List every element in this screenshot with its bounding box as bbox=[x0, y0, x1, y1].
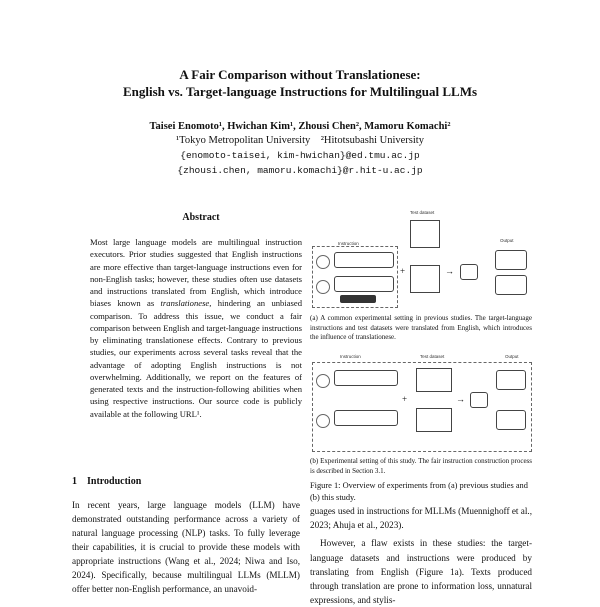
abstract-heading: Abstract bbox=[182, 212, 220, 223]
fig-b-dataset-box-2 bbox=[416, 408, 452, 432]
fig-b-test-dataset-label: Test dataset bbox=[420, 354, 445, 359]
fig-b-dataset-box-1 bbox=[416, 368, 452, 392]
abstract-body bbox=[90, 236, 302, 420]
authors: Taisei Enomoto¹, Hwichan Kim¹, Zhousi Chen², Mamoru Komachi² bbox=[149, 121, 451, 132]
fig-a-model-icon bbox=[460, 264, 478, 280]
fig-a-arrow-icon: → bbox=[445, 266, 454, 276]
abstract-italic: translationese bbox=[160, 298, 210, 309]
abstract-text-2: , hindering an unbiased comparison. To address this issue, we conduct a fair comparison between English and target-language instructions by eliminating translationese effects. Contrary to previous studies, our experiments across several tasks reveal that the advantage of adopting English instructions is not overwhelming. Additionally, we report on the features of generated texts and the instruction-following abilities when using respective instructions. Our source code is publicly available at the following URL¹. bbox=[90, 298, 302, 419]
fig-a-person-icon-2 bbox=[316, 280, 330, 294]
fig-a-instr-box-2 bbox=[334, 276, 394, 292]
figure-a bbox=[310, 210, 532, 310]
title-line-2: English vs. Target-language Instructions for Multilingual LLMs bbox=[122, 84, 478, 99]
fig-a-dataset-box-top bbox=[410, 220, 440, 248]
fig-a-plus-icon: + bbox=[400, 266, 406, 276]
intro-paragraph: In recent years, large language models (LLM) have demonstrated outstanding performance across a variety of natural language processing (NLP) tasks. To fully leverage their capabilities, it is crucial to provide these models with appropriate instructions (Wang et al., 2024; Niwa and Iso, 2024). Specifically, because multilingual LLMs (MLLM) offer better non-English performance, an unavoid- bbox=[72, 500, 300, 594]
affiliations: ¹Tokyo Metropolitan University ²Hitotsubashi University bbox=[176, 135, 424, 146]
fig-a-output-label: Output bbox=[500, 238, 514, 243]
fig-a-person-icon bbox=[316, 255, 330, 269]
figure-main-caption: Figure 1: Overview of experiments from (a) previous studies and (b) this study. bbox=[310, 481, 528, 502]
figure-b-caption: (b) Experimental setting of this study. The fair instruction construction process is described in Section 3.1. bbox=[310, 457, 532, 475]
fig-b-instr-box-1 bbox=[334, 370, 398, 386]
right-column-text bbox=[310, 504, 532, 607]
paper-title bbox=[0, 66, 600, 100]
fig-b-person-icon bbox=[316, 374, 330, 388]
fig-b-arrow-icon: → bbox=[456, 394, 465, 404]
fig-a-instruction-label: Instruction bbox=[338, 241, 359, 246]
fig-b-instr-box-2 bbox=[334, 410, 398, 426]
right-para-1: guages used in instructions for MLLMs (Muennighoff et al., 2023; Ahuja et al., 2023). bbox=[310, 506, 532, 531]
fig-b-output-box-2 bbox=[496, 410, 526, 430]
fig-b-instruction-label: Instruction bbox=[340, 354, 361, 359]
figure-b bbox=[310, 354, 532, 454]
fig-a-output-box-2 bbox=[495, 275, 527, 295]
fig-a-dataset-box-mid bbox=[410, 265, 440, 293]
title-line-1: A Fair Comparison without Translationese: bbox=[179, 67, 421, 82]
fig-b-output-box-1 bbox=[496, 370, 526, 390]
fig-b-plus-icon: + bbox=[402, 394, 408, 404]
fig-b-model-icon bbox=[470, 392, 488, 408]
fig-a-instr-box-1 bbox=[334, 252, 394, 268]
section-heading: 1 Introduction bbox=[72, 476, 142, 487]
fig-b-output-label: Output bbox=[505, 354, 519, 359]
fig-a-output-box-1 bbox=[495, 250, 527, 270]
fig-a-test-dataset-label: Test dataset bbox=[410, 210, 435, 215]
email-line-2: {zhousi.chen, mamoru.komachi}@r.hit-u.ac.jp bbox=[177, 165, 423, 176]
fig-a-translate-tag bbox=[340, 295, 376, 303]
abstract-text-1: Most large language models are multilingual instruction executors. Prior studies suggested that English instructions are more effective than target-language instructions even for non-English tasks; however, these studies often use datasets and instructions translated from English, which introduce biases known as bbox=[90, 237, 302, 309]
email-line-1: {enomoto-taisei, kim-hwichan}@ed.tmu.ac.jp bbox=[180, 150, 420, 161]
figure-a-caption: (a) A common experimental setting in previous studies. The target-language instructions and test datasets were translated from English, which introduces the influence of translationese. bbox=[310, 314, 532, 341]
right-para-2: However, a flaw exists in these studies: the target-language datasets and instructions were produced by translating from English (Figure 1a). Texts produced through translation are prone to information loss, unnatural expressions, and stylis- bbox=[310, 538, 532, 606]
fig-b-person-icon-2 bbox=[316, 414, 330, 428]
